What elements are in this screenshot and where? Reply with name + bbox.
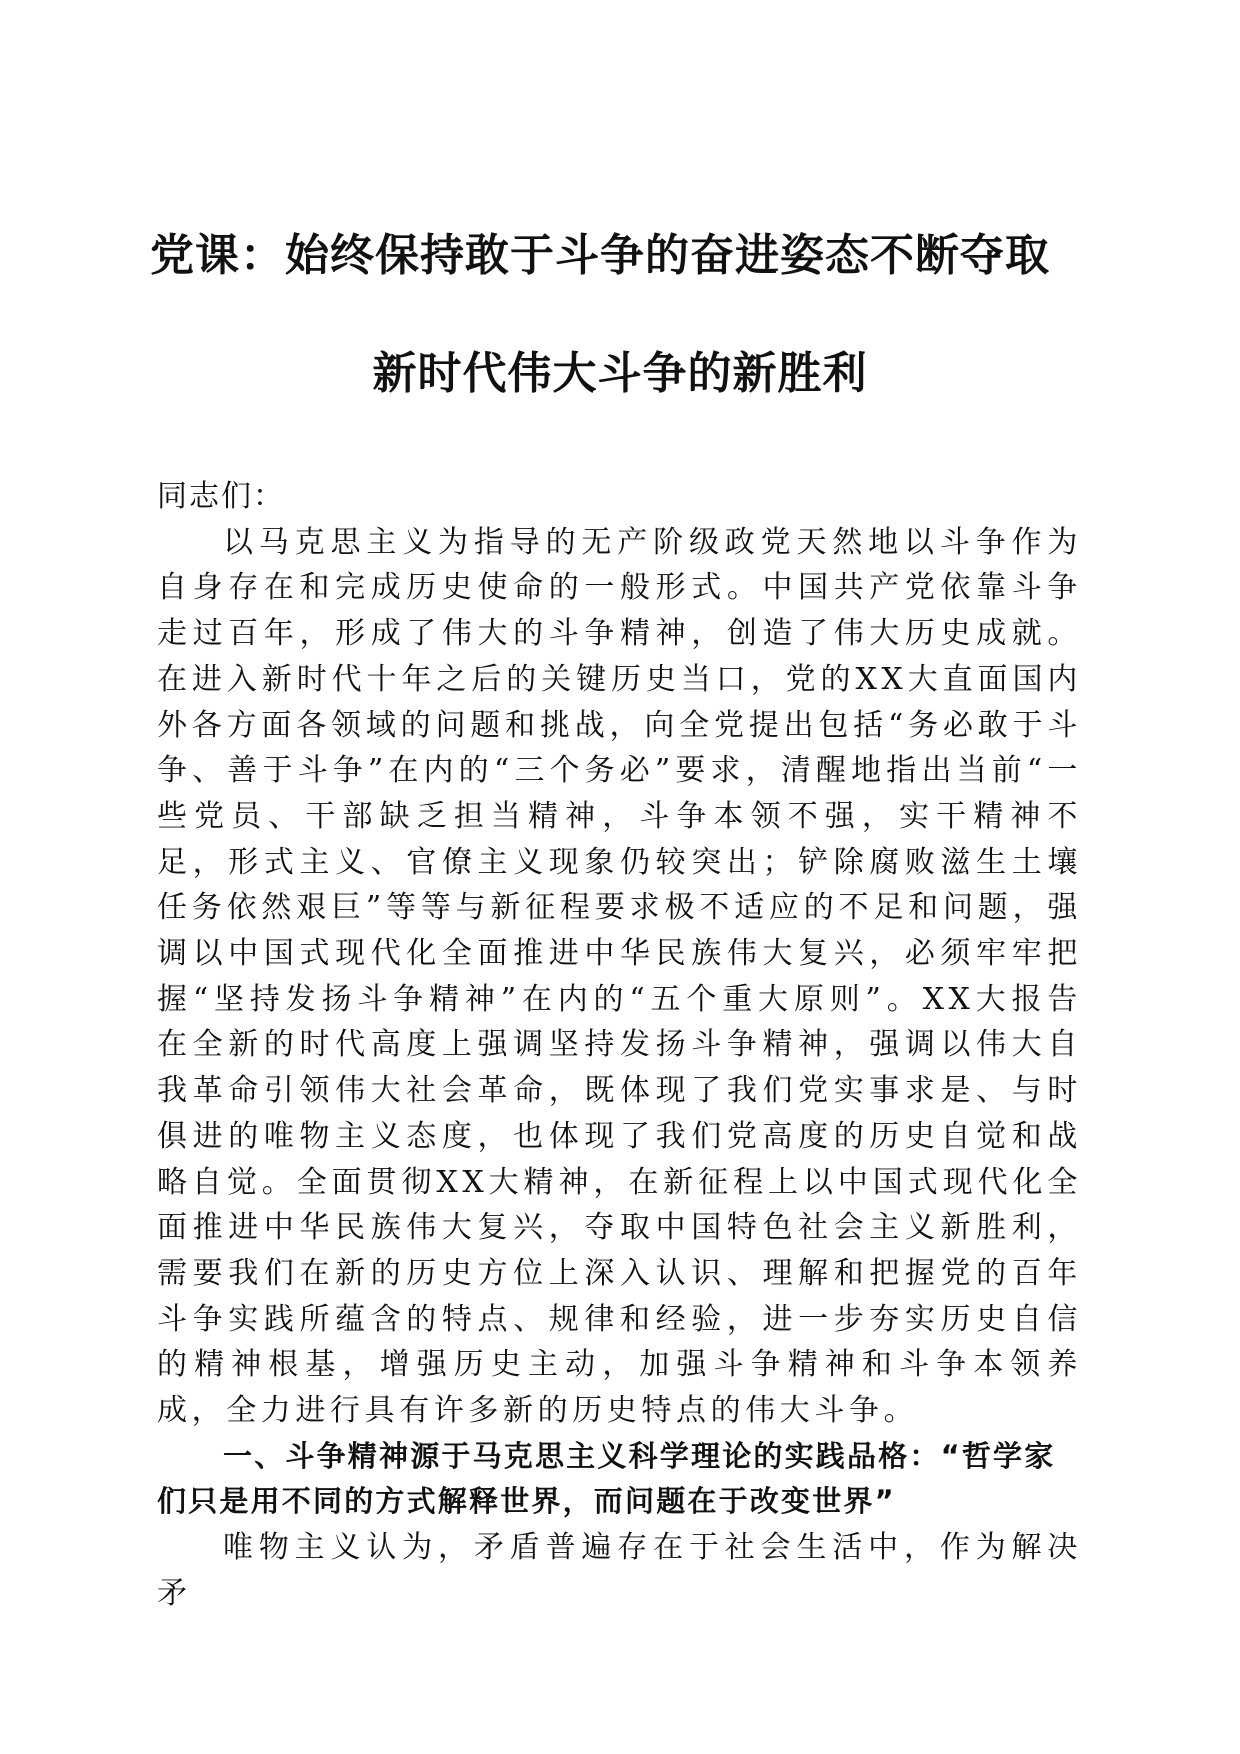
document-title-line-1: 党课：始终保持敢于斗争的奋进姿态不断夺取 [150, 230, 1050, 281]
document-body [157, 474, 1082, 1617]
body-paragraph: 唯物主义认为，矛盾普遍存在于社会生活中，作为解决矛 [157, 1530, 1082, 1611]
body-paragraph: 以马克思主义为指导的无产阶级政党天然地以斗争作为自身存在和完成历史使命的一般形式。中国共产党依靠斗争走过百年，形成了伟大的斗争精神，创造了伟大历史成就。在进入新时代十年之后的关键历史当口，党的XX大直面国内外各方面各领域的问题和挑战，向全党提出包括“务必敢于斗争、善于斗争”在内的“三个务必”要求，清醒地指出当前“一些党员、干部缺乏担当精神，斗争本领不强，实干精神不足，形式主义、官僚主义现象仍较突出；铲除腐败滋生土壤任务依然艰巨”等等与新征程要求极不适应的不足和问题，强调以中国式现代化全面推进中华民族伟大复兴，必须牢牢把握“坚持发扬斗争精神”在内的“五个重大原则”。XX大报告在全新的时代高度上强调坚持发扬斗争精神，强调以伟大自我革命引领伟大社会革命，既体现了我们党实事求是、与时俱进的唯物主义态度，也体现了我们党高度的历史自觉和战略自觉。全面贯彻XX大精神，在新征程上以中国式现代化全面推进中华民族伟大复兴，夺取中国特色社会主义新胜利，需要我们在新的历史方位上深入认识、理解和把握党的百年斗争实践所蕴含的特点、规律和经验，进一步夯实历史自信的精神根基，增强历史主动，加强斗争精神和斗争本领养成，全力进行具有许多新的历史特点的伟大斗争。 [157, 524, 1082, 1429]
salutation: 同志们： [157, 479, 285, 514]
section-heading: 一、斗争精神源于马克思主义科学理论的实践品格：“哲学家们只是用不同的方式解释世界，而问题在于改变世界” [157, 1438, 1056, 1519]
document-title-line-2: 新时代伟大斗争的新胜利 [372, 348, 868, 399]
